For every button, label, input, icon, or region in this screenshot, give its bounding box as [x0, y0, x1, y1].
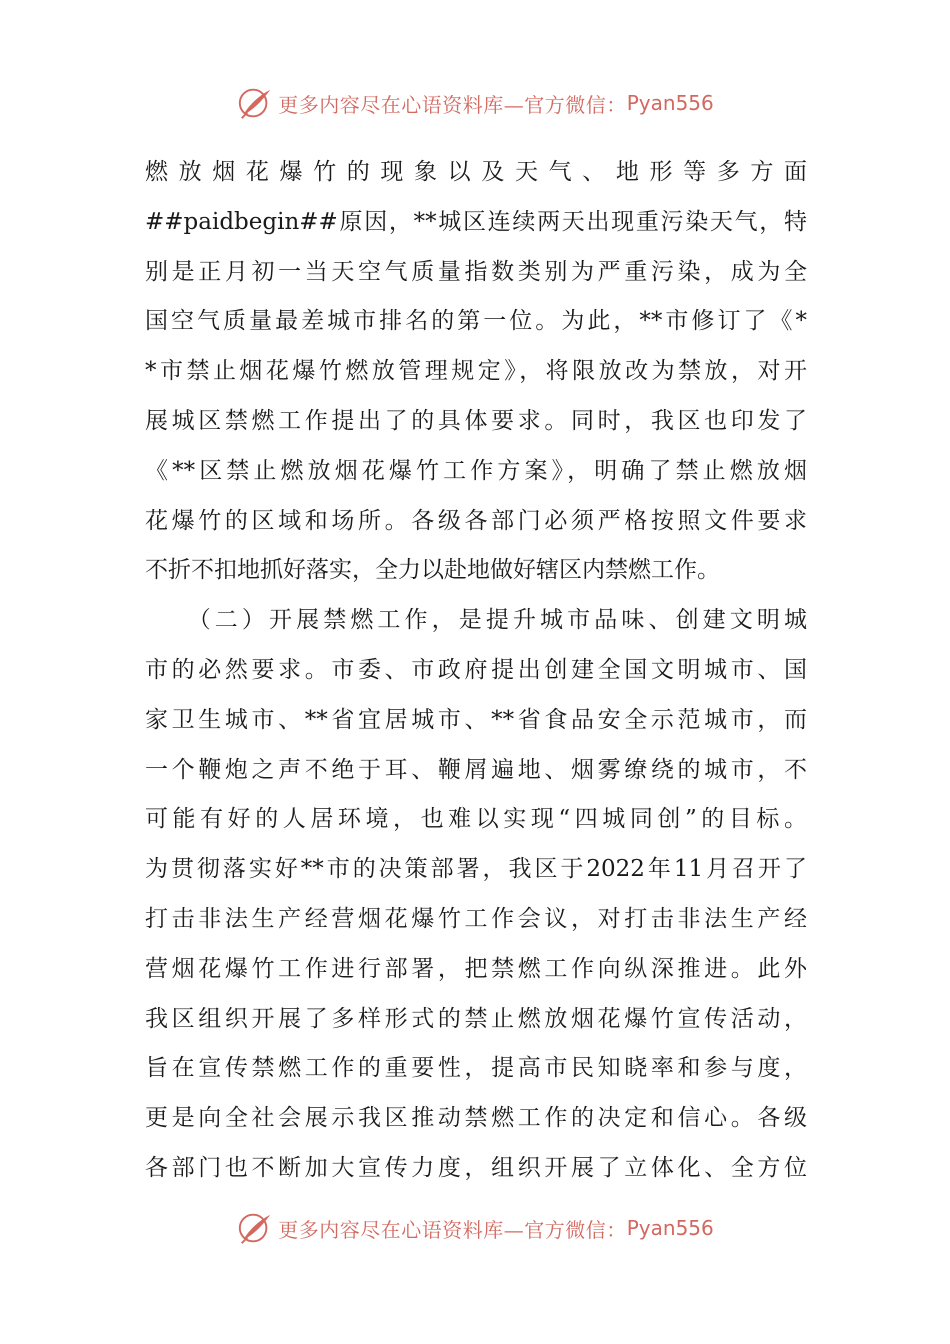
text-line: 展城区禁燃工作提出了的具体要求。同时，我区也印发了 — [145, 407, 807, 434]
text-line: 别是正月初一当天空气质量指数类别为严重污染，成为全 — [145, 258, 807, 285]
text-line: 我区组织开展了多样形式的禁止燃放烟花爆竹宣传活动， — [145, 1005, 807, 1032]
text-line: 国空气质量最差城市排名的第一位。为此，**市修订了《* — [145, 308, 807, 335]
footer-banner — [0, 1208, 950, 1248]
text-line: 家卫生城市、**省宜居城市、**省食品安全示范城市，而 — [145, 706, 807, 733]
text-line: （二）开展禁燃工作，是提升城市品味、创建文明城 — [145, 607, 807, 634]
text-line: 燃放烟花爆竹的现象以及天气、地形等多方面 — [145, 159, 807, 185]
header-text: 更多内容尽在心语资料库—官方微信： — [278, 92, 627, 117]
text-line: 打击非法生产经营烟花爆竹工作会议，对打击非法生产经 — [145, 905, 807, 932]
text-line: 可能有好的人居环境，也难以实现“四城同创”的目标。 — [145, 806, 807, 833]
text-line: 旨在宣传禁燃工作的重要性，提高市民知晓率和参与度， — [145, 1055, 807, 1082]
header-banner — [0, 83, 950, 123]
text-line: 更是向全社会展示我区推动禁燃工作的决定和信心。各级 — [145, 1105, 807, 1132]
text-line: 营烟花爆竹工作进行部署，把禁燃工作向纵深推进。此外 — [145, 955, 807, 982]
text-line: 市的必然要求。市委、市政府提出创建全国文明城市、国 — [145, 656, 807, 683]
quill-logo-icon — [236, 1209, 274, 1247]
text-line: 花爆竹的区域和场所。各级各部门必须严格按照文件要求 — [145, 507, 807, 534]
quill-logo-icon — [236, 84, 274, 122]
text-line: 为贯彻落实好**市的决策部署，我区于2022年11月召开了 — [145, 856, 807, 883]
document-body — [145, 148, 807, 1194]
text-line: *市禁止烟花爆竹燃放管理规定》，将限放改为禁放，对开 — [145, 358, 807, 385]
text-line: 各部门也不断加大宣传力度，组织开展了立体化、全方位 — [145, 1154, 807, 1181]
text-line: 不折不扣地抓好落实，全力以赴地做好辖区内禁燃工作。 — [145, 557, 720, 584]
text-line: 一个鞭炮之声不绝于耳、鞭屑遍地、烟雾缭绕的城市，不 — [145, 756, 807, 783]
text-line: ##paidbegin##原因，**城区连续两天出现重污染天气，特 — [145, 208, 807, 235]
header-wechat-id: Pyan556 — [626, 91, 714, 115]
footer-wechat-id: Pyan556 — [626, 1216, 714, 1240]
footer-text: 更多内容尽在心语资料库—官方微信： — [278, 1217, 627, 1242]
text-line: 《**区禁止燃放烟花爆竹工作方案》，明确了禁止燃放烟 — [145, 457, 807, 484]
